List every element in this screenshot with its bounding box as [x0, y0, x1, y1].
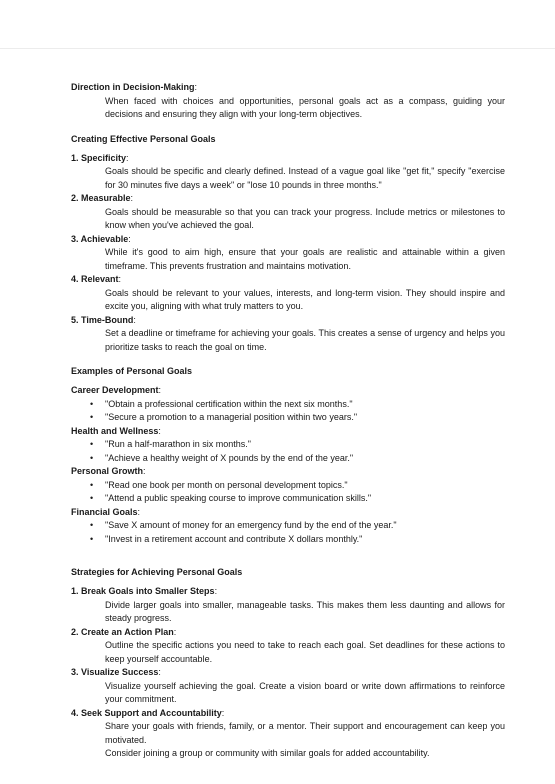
- list-item: • "Secure a promotion to a managerial position within two years.": [71, 411, 505, 425]
- criterion-label: 4. Relevant:: [71, 274, 122, 284]
- strategy-text: Share your goals with friends, family, or a mentor. Their support and encouragement can keep you motivated.: [105, 721, 505, 745]
- example-list: [71, 479, 505, 506]
- document-top-bar: [0, 0, 555, 49]
- criterion-label: 3. Achievable:: [71, 233, 131, 244]
- strategy-text: Divide larger goals into smaller, manageable tasks. This makes them less daunting and allows for steady progress.: [105, 599, 505, 623]
- example-group-label: Financial Goals:: [71, 506, 141, 517]
- strategy-text: Outline the specific actions you need to take to reach each goal. Set deadlines for these actions to keep yourself accountable.: [105, 640, 505, 664]
- criterion-text: While it's good to aim high, ensure that your goals are realistic and attainable within a given timeframe. This prevents frustration and maintains motivation.: [105, 247, 505, 271]
- criterion-label: 5. Time-Bound:: [71, 314, 136, 325]
- criterion-text: Goals should be specific and clearly defined. Instead of a vague goal like "get fit," specify "exercise for 30 minutes five days a week" or "lose 10 pounds in three months.": [105, 166, 505, 190]
- criterion-text: Goals should be relevant to your values, interests, and long-term vision. They should inspire and excite you, aligning with what truly matters to you.: [105, 287, 505, 311]
- example-list: [71, 398, 505, 425]
- strategies-heading: Strategies for Achieving Personal Goals: [71, 567, 243, 577]
- criterion-text: Set a deadline or timeframe for achieving your goals. This creates a sense of urgency and helps you prioritize tasks to reach the goal on time.: [105, 328, 505, 352]
- bullet-icon: •: [90, 412, 94, 422]
- bullet-icon: •: [90, 533, 94, 544]
- bullet-icon: •: [90, 452, 94, 463]
- direction-text: When faced with choices and opportunities, personal goals act as a compass, guiding your decisions and ensuring they align with your long-term objectives.: [105, 95, 505, 119]
- strategy-label: 2. Create an Action Plan:: [71, 626, 177, 637]
- strategy-label: 3. Visualize Success:: [71, 667, 161, 677]
- bullet-icon: •: [90, 398, 94, 409]
- document-page: [71, 81, 505, 761]
- list-item: • "Achieve a healthy weight of X pounds by the end of the year.": [71, 452, 505, 466]
- bullet-icon: •: [90, 520, 94, 530]
- bullet-icon: •: [90, 479, 94, 490]
- strategy-label: 1. Break Goals into Smaller Steps:: [71, 586, 218, 596]
- criterion-label: 1. Specificity:: [71, 152, 129, 163]
- strategy-text: Visualize yourself achieving the goal. Create a vision board or write down affirmations to reinforce your commitment.: [105, 680, 505, 704]
- example-list: [71, 519, 505, 546]
- list-item: • "Attend a public speaking course to improve communication skills.": [71, 492, 505, 506]
- creating-heading: Creating Effective Personal Goals: [71, 133, 216, 144]
- list-item: • "Invest in a retirement account and contribute X dollars monthly.": [71, 533, 505, 547]
- list-item: • "Run a half-marathon in six months.": [71, 438, 505, 452]
- example-group-label: Health and Wellness:: [71, 425, 161, 436]
- direction-label: Direction in Decision-Making:: [71, 82, 198, 92]
- example-group-label: Personal Growth:: [71, 466, 146, 476]
- strategy-label: 4. Seek Support and Accountability:: [71, 707, 225, 718]
- criterion-label: 2. Measurable:: [71, 193, 134, 203]
- example-list: [71, 438, 505, 465]
- list-item: • "Save X amount of money for an emergency fund by the end of the year.": [71, 519, 505, 533]
- strategy-extra-text: Consider joining a group or community with similar goals for added accountability.: [105, 748, 430, 758]
- bullet-icon: •: [90, 439, 94, 449]
- list-item: • "Obtain a professional certification within the next six months.": [71, 398, 505, 412]
- examples-heading: Examples of Personal Goals: [71, 366, 193, 376]
- list-item: • "Read one book per month on personal development topics.": [71, 479, 505, 493]
- bullet-icon: •: [90, 493, 94, 503]
- criterion-text: Goals should be measurable so that you can track your progress. Include metrics or milestones to know when you've achieved the goal.: [105, 206, 505, 230]
- example-group-label: Career Development:: [71, 385, 162, 395]
